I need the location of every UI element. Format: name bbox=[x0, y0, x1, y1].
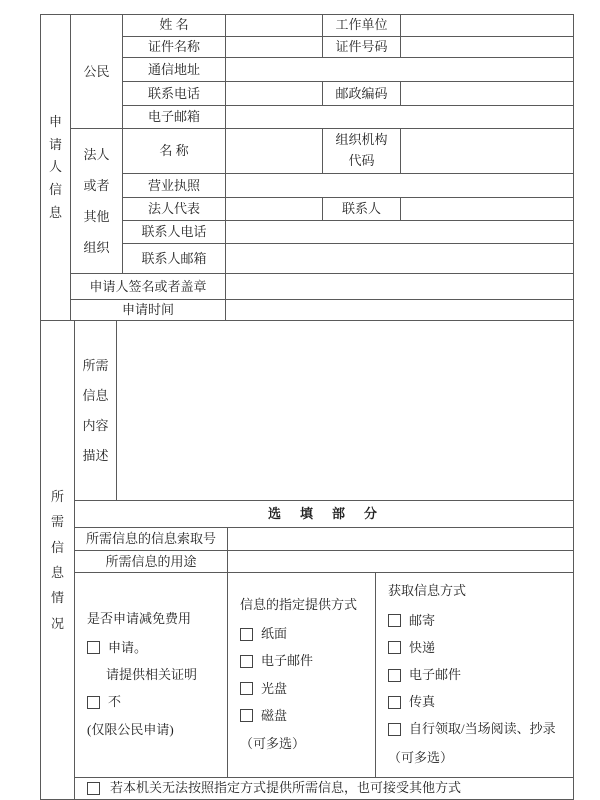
applicant-section-label-text: 申请人信息 bbox=[48, 113, 62, 220]
description-label-text: 所需信息内容描述 bbox=[82, 358, 109, 463]
delivery-paper-option[interactable] bbox=[240, 625, 287, 643]
delivery-paper-checkbox[interactable] bbox=[240, 628, 253, 641]
contact-phone-value-cell[interactable] bbox=[226, 221, 574, 244]
delivery-cd-label: 光盘 bbox=[261, 680, 288, 696]
fee-no-checkbox[interactable] bbox=[87, 696, 100, 709]
delivery-disk-label: 磁盘 bbox=[261, 707, 288, 723]
organization-group-label bbox=[71, 129, 123, 274]
obtain-email-option[interactable] bbox=[388, 666, 461, 684]
index-number-label: 所需信息的信息索取号 bbox=[75, 528, 228, 551]
id-number-label: 证件号码 bbox=[323, 37, 401, 58]
index-number-value-cell[interactable] bbox=[228, 528, 574, 551]
obtain-mail-option[interactable] bbox=[388, 612, 435, 630]
fee-reduction-cell bbox=[75, 573, 228, 777]
name-value-cell[interactable] bbox=[226, 15, 323, 37]
delivery-email-checkbox[interactable] bbox=[240, 655, 253, 668]
optional-part-header: 选 填 部 分 bbox=[75, 501, 574, 528]
obtain-method-cell bbox=[376, 573, 574, 777]
fee-reduction-column bbox=[75, 601, 227, 750]
work-unit-value-cell[interactable] bbox=[401, 15, 574, 37]
obtain-self-pickup-checkbox[interactable] bbox=[388, 723, 401, 736]
delivery-disk-option[interactable] bbox=[240, 707, 287, 725]
obtain-fax-checkbox[interactable] bbox=[388, 696, 401, 709]
obtain-mail-checkbox[interactable] bbox=[388, 614, 401, 627]
postal-code-value-cell[interactable] bbox=[401, 82, 574, 106]
required-info-section-table bbox=[40, 320, 574, 799]
fallback-label: 若本机关无法按照指定方式提供所需信息，也可接受其他方式 bbox=[110, 780, 462, 796]
contact-label: 联系人 bbox=[323, 198, 401, 221]
applicant-section-label bbox=[41, 15, 71, 321]
phone-value-cell[interactable] bbox=[226, 82, 323, 106]
apply-time-value-cell[interactable] bbox=[226, 300, 574, 321]
delivery-method-column bbox=[228, 587, 375, 763]
delivery-email-label: 电子邮件 bbox=[261, 653, 314, 669]
phone-label: 联系电话 bbox=[123, 82, 226, 106]
fee-no-label: 不 bbox=[108, 694, 122, 710]
delivery-method-cell bbox=[228, 573, 376, 777]
org-name-value-cell[interactable] bbox=[226, 129, 323, 174]
fallback-checkbox[interactable] bbox=[87, 782, 100, 795]
description-label bbox=[75, 321, 117, 501]
delivery-method-title: 信息的指定提供方式 bbox=[240, 596, 358, 612]
description-value-cell[interactable] bbox=[117, 321, 574, 501]
citizen-group-label: 公民 bbox=[71, 15, 123, 129]
id-number-value-cell[interactable] bbox=[401, 37, 574, 58]
org-code-label bbox=[323, 129, 401, 174]
fallback-option-cell bbox=[75, 777, 574, 799]
org-name-label: 名 称 bbox=[123, 129, 226, 174]
delivery-cd-checkbox[interactable] bbox=[240, 682, 253, 695]
org-code-value-cell[interactable] bbox=[401, 129, 574, 174]
apply-time-label: 申请时间 bbox=[71, 300, 226, 321]
id-type-label: 证件名称 bbox=[123, 37, 226, 58]
legal-rep-value-cell[interactable] bbox=[226, 198, 323, 221]
email-value-cell[interactable] bbox=[226, 106, 574, 129]
email-label: 电子邮箱 bbox=[123, 106, 226, 129]
obtain-method-footnote: （可多选） bbox=[388, 749, 454, 765]
contact-email-value-cell[interactable] bbox=[226, 244, 574, 274]
fee-apply-label: 申请。 bbox=[108, 639, 148, 655]
organization-group-label-text: 法人或者其他组织 bbox=[83, 146, 110, 256]
delivery-email-option[interactable] bbox=[240, 652, 313, 670]
name-label: 姓 名 bbox=[123, 15, 226, 37]
obtain-email-label: 电子邮件 bbox=[409, 666, 462, 682]
obtain-express-label: 快递 bbox=[409, 639, 436, 655]
business-license-value-cell[interactable] bbox=[226, 174, 574, 198]
obtain-express-option[interactable] bbox=[388, 639, 435, 657]
signature-value-cell[interactable] bbox=[226, 274, 574, 300]
purpose-value-cell[interactable] bbox=[228, 551, 574, 573]
fee-apply-checkbox[interactable] bbox=[87, 641, 100, 654]
fee-apply-option[interactable] bbox=[87, 639, 147, 657]
fee-no-option[interactable] bbox=[87, 693, 121, 711]
delivery-method-footnote: （可多选） bbox=[240, 735, 306, 751]
org-code-label-text: 组织机构代码 bbox=[335, 132, 388, 169]
address-value-cell[interactable] bbox=[226, 58, 574, 82]
purpose-label: 所需信息的用途 bbox=[75, 551, 228, 573]
contact-email-label: 联系人邮箱 bbox=[123, 244, 226, 274]
required-info-section-label-text: 所需信息情况 bbox=[50, 489, 64, 631]
fallback-option[interactable] bbox=[75, 779, 573, 797]
obtain-self-pickup-label: 自行领取/当场阅读、抄录 bbox=[409, 721, 556, 737]
legal-rep-label: 法人代表 bbox=[123, 198, 226, 221]
address-label: 通信地址 bbox=[123, 58, 226, 82]
work-unit-label: 工作单位 bbox=[323, 15, 401, 37]
business-license-label: 营业执照 bbox=[123, 174, 226, 198]
delivery-paper-label: 纸面 bbox=[261, 626, 288, 642]
obtain-email-checkbox[interactable] bbox=[388, 669, 401, 682]
obtain-method-column bbox=[376, 573, 573, 776]
fee-reduction-title: 是否申请减免费用 bbox=[87, 610, 192, 626]
fee-reduction-note: 请提供相关证明 bbox=[106, 666, 198, 682]
obtain-self-pickup-option[interactable] bbox=[388, 720, 556, 738]
delivery-cd-option[interactable] bbox=[240, 680, 287, 698]
obtain-fax-label: 传真 bbox=[409, 694, 436, 710]
obtain-express-checkbox[interactable] bbox=[388, 641, 401, 654]
obtain-fax-option[interactable] bbox=[388, 693, 435, 711]
contact-phone-label: 联系人电话 bbox=[123, 221, 226, 244]
delivery-disk-checkbox[interactable] bbox=[240, 709, 253, 722]
signature-label: 申请人签名或者盖章 bbox=[71, 274, 226, 300]
obtain-method-title: 获取信息方式 bbox=[388, 583, 467, 599]
fee-reduction-footnote: (仅限公民申请) bbox=[87, 722, 174, 738]
obtain-mail-label: 邮寄 bbox=[409, 612, 436, 628]
application-form bbox=[40, 14, 573, 800]
contact-value-cell[interactable] bbox=[401, 198, 574, 221]
applicant-section-table bbox=[40, 14, 574, 321]
postal-code-label: 邮政编码 bbox=[323, 82, 401, 106]
id-type-value-cell[interactable] bbox=[226, 37, 323, 58]
required-info-section-label bbox=[41, 321, 75, 799]
